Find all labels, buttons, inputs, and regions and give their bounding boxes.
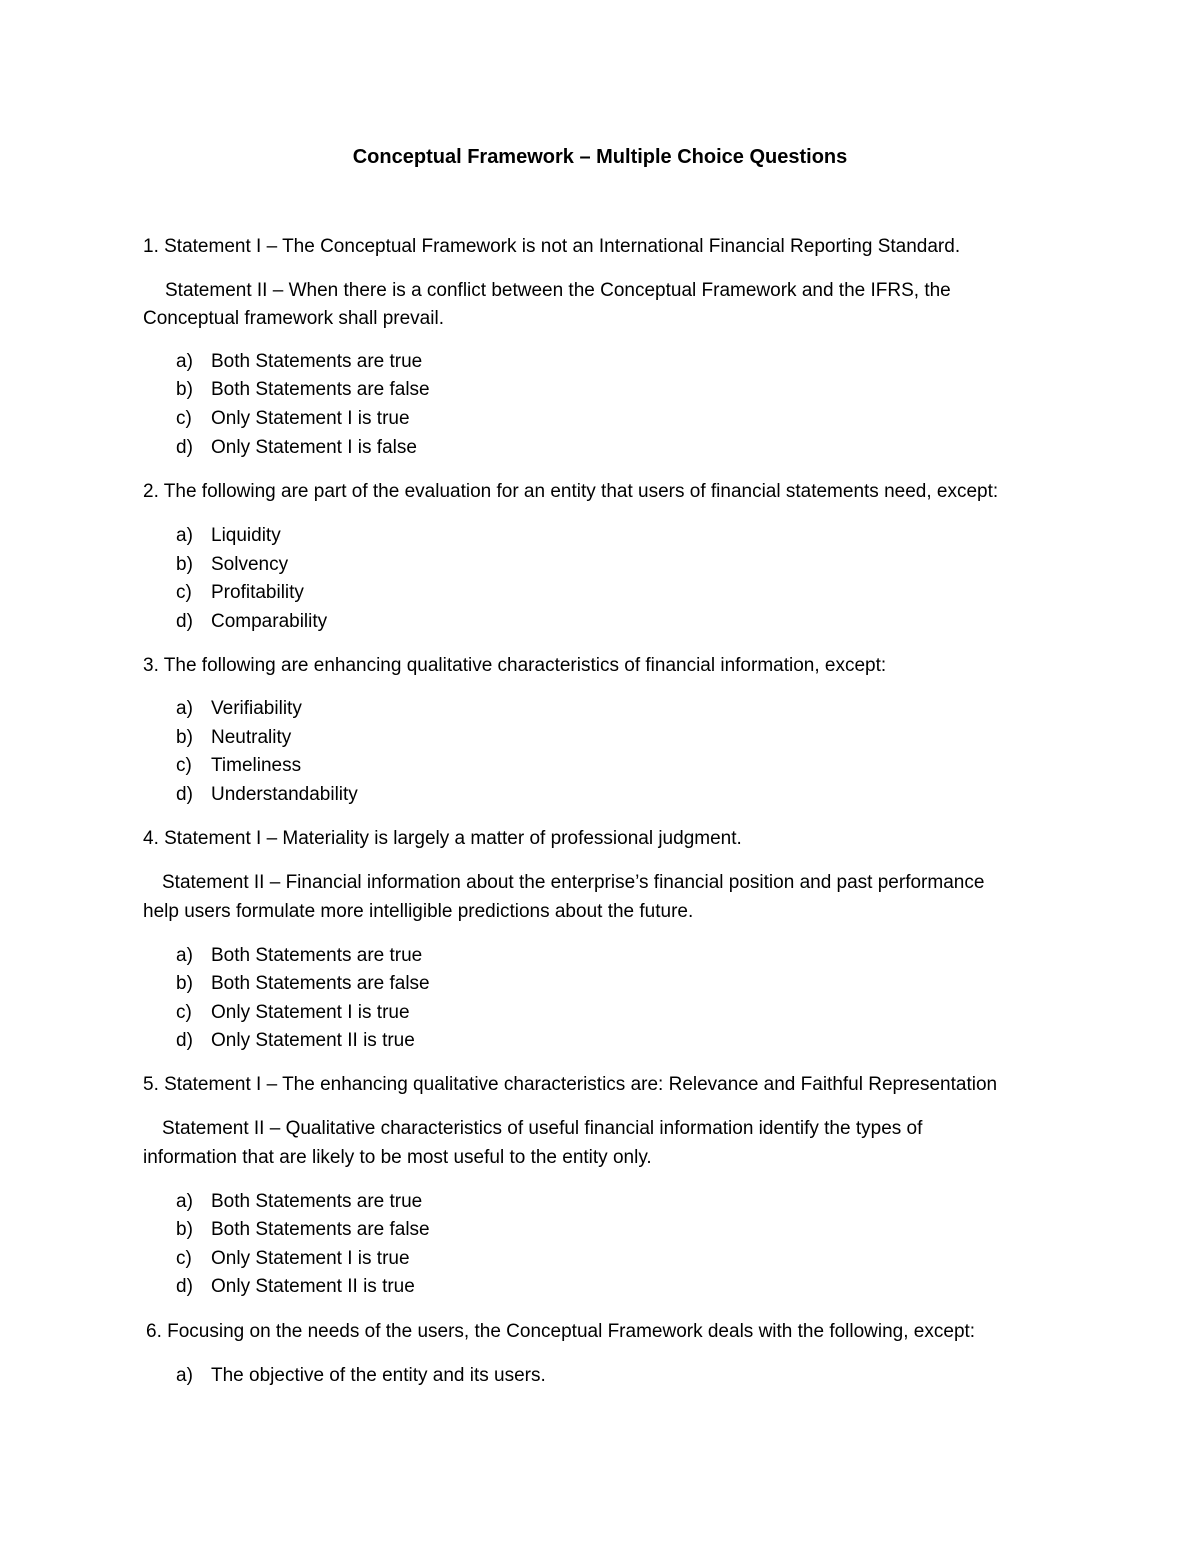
question-4-statement-2-line-2: help users formulate more intelligible predictions about the future. [143,901,694,922]
question-2-text: 2. The following are part of the evaluation for an entity that users of financial statements need, except: [143,481,999,502]
question-3-text: 3. The following are enhancing qualitative characteristics of financial information, except: [143,655,887,676]
question-5-option-a: a) Both Statements are true [176,1191,423,1212]
question-3-option-c: c) Timeliness [176,755,302,776]
question-4-statement-1: 4. Statement I – Materiality is largely a matter of professional judgment. [143,828,742,849]
question-1-option-b: b) Both Statements are false [176,379,430,400]
question-5-option-b: b) Both Statements are false [176,1219,430,1240]
question-1-option-d: d) Only Statement I is false [176,437,417,458]
question-4-option-c: c) Only Statement I is true [176,1002,410,1023]
question-1-statement-1: 1. Statement I – The Conceptual Framework is not an International Financial Reporting Standard. [143,236,961,257]
question-5-statement-2-line-1: Statement II – Qualitative characteristics of useful financial information identify the types of [162,1118,923,1139]
question-1-statement-2-line-2: Conceptual framework shall prevail. [143,308,444,329]
question-6-option-a: a) The objective of the entity and its users. [176,1365,546,1386]
question-1-option-a: a) Both Statements are true [176,351,423,372]
question-1-option-c: c) Only Statement I is true [176,408,410,429]
question-4-option-a: a) Both Statements are true [176,945,423,966]
page-title: Conceptual Framework – Multiple Choice Questions [352,146,848,168]
question-4-option-b: b) Both Statements are false [176,973,430,994]
question-2-option-a: a) Liquidity [176,525,281,546]
question-1-statement-2-line-1: Statement II – When there is a conflict between the Conceptual Framework and the IFRS, the [165,280,951,301]
question-2-option-d: d) Comparability [176,611,328,632]
question-5-statement-1: 5. Statement I – The enhancing qualitative characteristics are: Relevance and Faithful Representation [143,1074,998,1095]
question-5-statement-2-line-2: information that are likely to be most useful to the entity only. [143,1147,652,1168]
question-5-option-c: c) Only Statement I is true [176,1248,410,1269]
question-5-option-d: d) Only Statement II is true [176,1276,415,1297]
question-3-option-d: d) Understandability [176,784,358,805]
question-4-statement-2-line-1: Statement II – Financial information about the enterprise’s financial position and past performance [162,872,985,893]
question-3-option-a: a) Verifiability [176,698,302,719]
question-6-text: 6. Focusing on the needs of the users, the Conceptual Framework deals with the following, except: [146,1321,976,1342]
question-3-option-b: b) Neutrality [176,727,292,748]
question-2-option-c: c) Profitability [176,582,304,603]
question-4-option-d: d) Only Statement II is true [176,1030,415,1051]
question-2-option-b: b) Solvency [176,554,289,575]
